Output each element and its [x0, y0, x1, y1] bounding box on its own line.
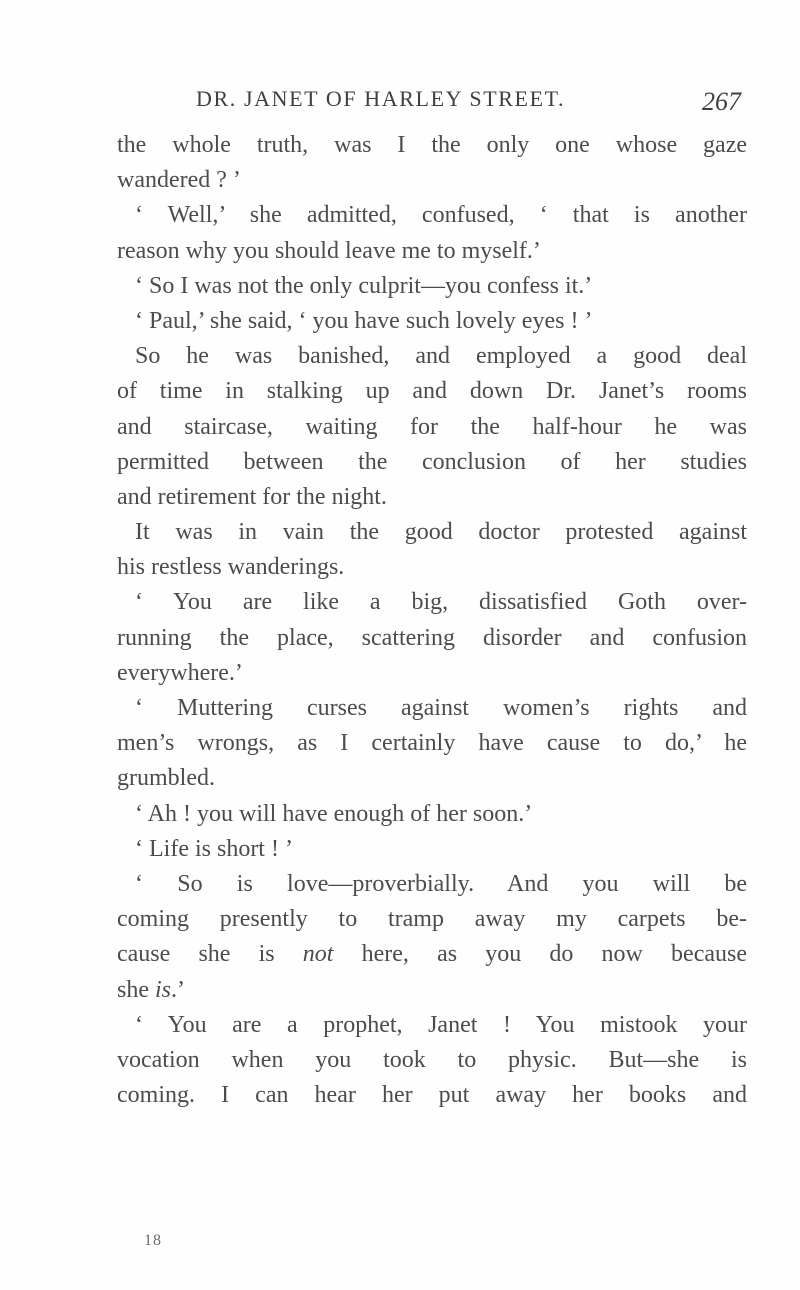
text-line: of time in stalking up and down Dr. Janet’s rooms — [117, 378, 747, 405]
emphasis-not: not — [302, 941, 334, 968]
text-segment: she — [117, 976, 155, 1003]
body-text — [117, 128, 747, 1113]
printer-signature: 18 — [144, 1232, 162, 1249]
text-line: ‘ So is love—proverbially. And you will be — [135, 870, 747, 897]
text-line: So he was banished, and employed a good deal — [135, 343, 747, 370]
text-line: and staircase, waiting for the half-hour he was — [117, 413, 747, 440]
text-line: ‘ Paul,’ she said, ‘ you have such lovely eyes ! ’ — [135, 307, 593, 334]
text-line — [117, 937, 747, 972]
text-line: men’s wrongs, as I certainly have cause to do,’ he — [117, 730, 747, 757]
text-line: vocation when you took to physic. But—she is — [117, 1046, 747, 1073]
text-line: the whole truth, was I the only one whose gaze — [117, 132, 747, 158]
text-line: ‘ So I was not the only culprit—you confess it.’ — [135, 272, 593, 299]
text-line: coming presently to tramp away my carpets be- — [117, 906, 747, 933]
text-line: It was in vain the good doctor protested against — [135, 519, 747, 546]
text-line: ‘ Life is short ! ’ — [135, 835, 293, 862]
emphasis-is: is — [155, 976, 172, 1003]
text-segment: cause she is — [117, 941, 303, 968]
text-line: grumbled. — [117, 765, 215, 792]
text-line: his restless wanderings. — [117, 554, 345, 581]
text-segment: here, as you do now because — [333, 941, 747, 968]
running-head — [196, 86, 741, 122]
running-title: DR. JANET OF HARLEY STREET. — [196, 86, 566, 111]
text-line: reason why you should leave me to myself.’ — [117, 237, 541, 264]
text-line: and retirement for the night. — [117, 483, 387, 510]
text-line: running the place, scattering disorder and confusion — [117, 624, 747, 651]
text-line: ‘ You are like a big, dissatisfied Goth over- — [135, 589, 747, 616]
text-line: everywhere.’ — [117, 659, 243, 686]
text-line: ‘ Ah ! you will have enough of her soon.’ — [135, 800, 533, 827]
page-number: 267 — [702, 87, 741, 116]
text-line — [117, 973, 747, 1008]
text-line: ‘ Muttering curses against women’s rights and — [135, 695, 747, 721]
text-line: coming. I can hear her put away her books and — [117, 1082, 747, 1109]
text-segment: .’ — [171, 976, 186, 1003]
text-line: permitted between the conclusion of her studies — [117, 448, 747, 475]
text-line: ‘ You are a prophet, Janet ! You mistook your — [135, 1011, 747, 1038]
text-line: ‘ Well,’ she admitted, confused, ‘ that is another — [135, 202, 747, 229]
text-line: wandered ? ’ — [117, 167, 241, 194]
